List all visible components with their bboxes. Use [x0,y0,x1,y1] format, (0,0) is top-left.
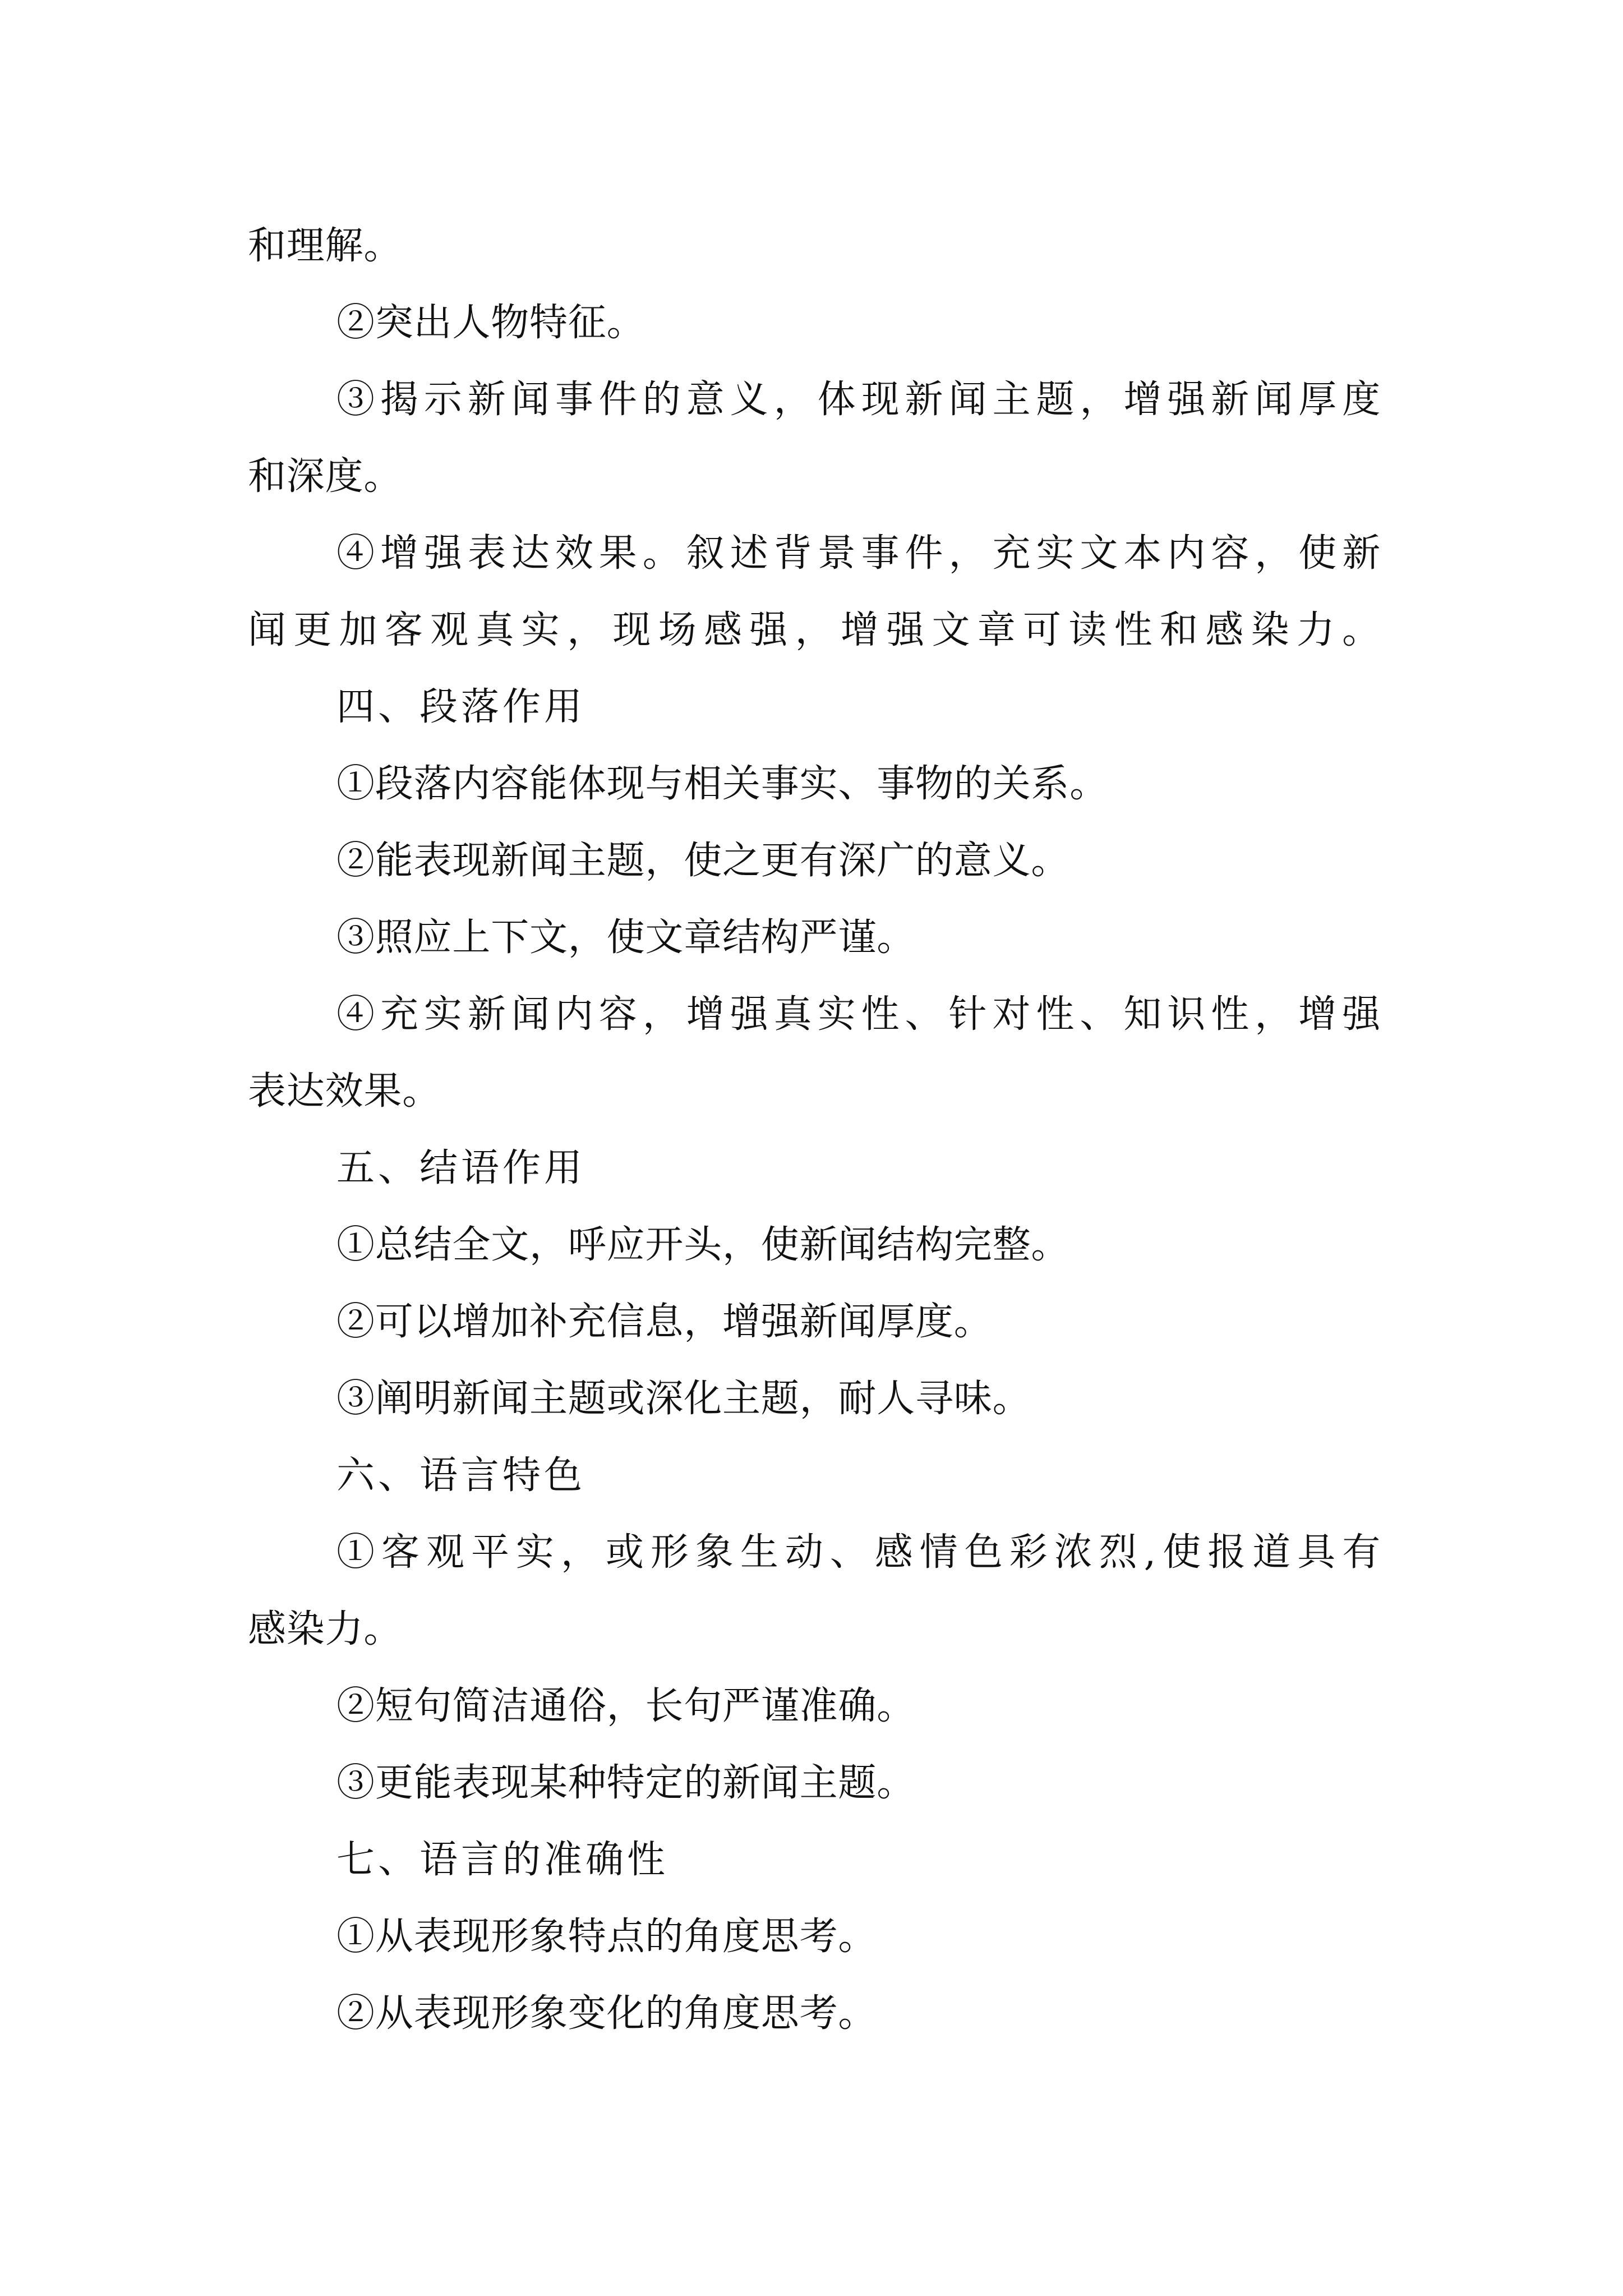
section-heading-paragraph-function: 四、段落作用 [336,685,586,729]
section-heading-language-accuracy: 七、语言的准确性 [336,1838,669,1882]
list-item: ③照应上下文，使文章结构严谨。 [336,915,916,960]
list-item: ②能表现新闻主题，使之更有深广的意义。 [336,839,1070,883]
list-item-enhance-expression: ④增强表达效果。叙述背景事件，充实文本内容，使新 [336,531,1381,576]
list-item: ③更能表现某种特定的新闻主题。 [336,1761,916,1805]
list-item: ①从表现形象特点的角度思考。 [336,1915,877,1959]
list-item: ②短句简洁通俗，长句严谨准确。 [336,1684,916,1728]
list-item: ②从表现形象变化的角度思考。 [336,1991,877,2036]
list-item: ④充实新闻内容，增强真实性、针对性、知识性，增强 [336,992,1381,1037]
list-item: ①总结全文，呼应开头，使新闻结构完整。 [336,1223,1070,1267]
text-line-continuation: 闻更加客观真实，现场感强，增强文章可读性和感染力。 [248,608,1381,652]
list-item: ②可以增加补充信息，增强新闻厚度。 [336,1300,993,1344]
text-line-continuation: 和理解。 [248,224,403,268]
section-heading-language-features: 六、语言特色 [336,1453,586,1498]
list-item: ③阐明新闻主题或深化主题，耐人寻味。 [336,1377,1031,1421]
list-item: ①客观平实，或形象生动、感情色彩浓烈,使报道具有 [336,1530,1381,1575]
list-item-reveal-meaning: ③揭示新闻事件的意义，体现新闻主题，增强新闻厚度 [336,378,1381,422]
text-line-continuation: 和深度。 [248,454,403,499]
list-item-highlight-character: ②突出人物特征。 [336,301,645,345]
list-item: ①段落内容能体现与相关事实、事物的关系。 [336,762,1109,806]
text-line-continuation: 感染力。 [248,1607,403,1651]
document-body [248,208,1381,2052]
section-heading-conclusion-function: 五、结语作用 [336,1146,586,1190]
text-line-continuation: 表达效果。 [248,1069,441,1114]
